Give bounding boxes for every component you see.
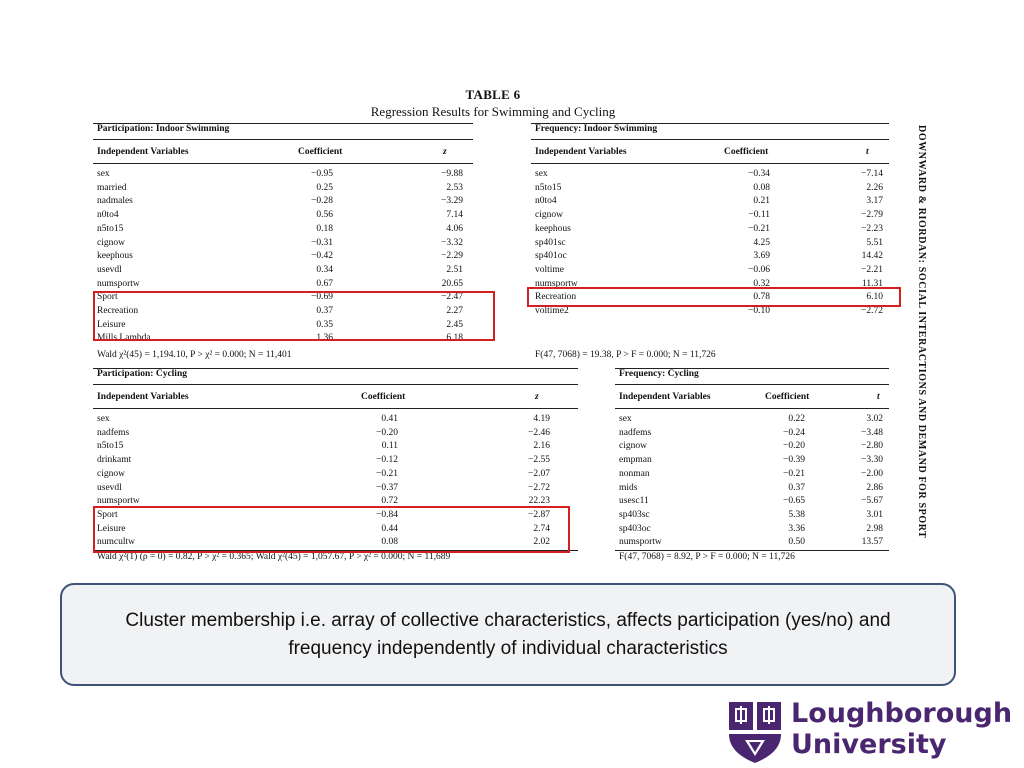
table-row: [531, 210, 889, 224]
variable-cell: n5to15: [97, 223, 124, 234]
panel-footer: F(47, 7068) = 8.92, P > F = 0.000; N = 11,726: [619, 552, 795, 562]
variable-cell: n5to15: [97, 441, 124, 452]
statistic-cell: 2.86: [866, 482, 883, 493]
table-row: [531, 251, 889, 265]
table-row: [93, 210, 473, 224]
coefficient-cell: 0.44: [381, 523, 398, 534]
statistic-cell: 2.27: [446, 306, 463, 316]
rule: [93, 408, 578, 409]
table-row: [531, 224, 889, 238]
variable-cell: Sport: [97, 292, 118, 303]
table-row: [93, 414, 578, 428]
variable-cell: numsportw: [97, 278, 140, 289]
coefficient-cell: −0.95: [311, 169, 333, 179]
variable-cell: n0to4: [97, 210, 119, 221]
side-running-header: [912, 125, 930, 555]
table-row: [615, 414, 889, 428]
coefficient-cell: 0.18: [316, 223, 333, 234]
highlight-box-swimming-frequency: [527, 287, 901, 307]
header-variables: Independent Variables: [535, 147, 627, 157]
coefficient-cell: −0.20: [376, 427, 398, 438]
coefficient-cell: 5.38: [788, 509, 805, 520]
header-coefficient: Coefficient: [361, 392, 406, 402]
variable-cell: sp401sc: [535, 237, 566, 248]
coefficient-cell: −0.21: [748, 223, 770, 234]
statistic-cell: −2.07: [528, 468, 550, 479]
statistic-cell: 13.57: [861, 537, 883, 548]
coefficient-cell: −0.24: [783, 427, 805, 438]
statistic-cell: −2.23: [861, 223, 883, 234]
variable-cell: usevdl: [97, 264, 122, 275]
variable-cell: sex: [97, 414, 110, 424]
coefficient-cell: −0.69: [311, 292, 333, 303]
coefficient-cell: 0.67: [316, 278, 333, 289]
statistic-cell: −2.72: [528, 482, 550, 493]
statistic-cell: 4.06: [446, 223, 463, 234]
rule: [531, 163, 889, 164]
logo-line-2: University: [791, 729, 947, 760]
coefficient-cell: −0.84: [376, 509, 398, 520]
table-row: [531, 265, 889, 279]
variable-cell: cignow: [97, 468, 125, 479]
table-row: [93, 196, 473, 210]
variable-cell: voltime: [535, 264, 565, 275]
table-row: [531, 306, 889, 320]
header-variables: Independent Variables: [97, 147, 189, 157]
header-statistic: t: [866, 147, 869, 157]
statistic-cell: 4.19: [533, 414, 550, 424]
statistic-cell: 2.53: [446, 182, 463, 193]
table-row: [93, 441, 578, 455]
variable-cell: numsportw: [535, 278, 578, 289]
coefficient-cell: 0.34: [316, 264, 333, 275]
rule: [531, 139, 889, 140]
header-statistic: t: [877, 392, 880, 402]
coefficient-cell: 0.21: [753, 196, 770, 207]
callout-box: [60, 583, 956, 686]
variable-cell: keephous: [97, 251, 133, 262]
statistic-cell: 22.23: [528, 496, 550, 507]
variable-cell: n0to4: [535, 196, 557, 207]
university-crest-icon: [727, 700, 783, 764]
statistic-cell: −2.47: [441, 292, 463, 303]
coefficient-cell: −0.39: [783, 455, 805, 466]
variable-cell: sp403oc: [619, 523, 651, 534]
variable-cell: Recreation: [535, 292, 577, 303]
statistic-cell: 2.16: [533, 441, 550, 452]
table-title: TABLE 6: [465, 87, 521, 102]
table-row: [531, 238, 889, 252]
table-row: [93, 183, 473, 197]
statistic-cell: 2.74: [533, 523, 550, 534]
rule: [93, 384, 578, 385]
coefficient-cell: −0.20: [783, 441, 805, 452]
variable-cell: Mills Lambda: [97, 333, 151, 344]
variable-cell: numsportw: [619, 537, 662, 548]
variable-cell: Recreation: [97, 306, 139, 316]
coefficient-cell: 0.37: [316, 306, 333, 316]
statistic-cell: −2.80: [861, 441, 883, 452]
coefficient-cell: 0.32: [753, 278, 770, 289]
table-subtitle: Regression Results for Swimming and Cycling: [370, 104, 616, 119]
rule: [93, 163, 473, 164]
statistic-cell: −2.21: [861, 264, 883, 275]
coefficient-cell: 0.72: [381, 496, 398, 507]
table-row: [93, 428, 578, 442]
panel-frequency-swimming: [531, 123, 889, 368]
statistic-cell: 3.01: [866, 509, 883, 520]
statistic-cell: 6.18: [446, 333, 463, 344]
panel-title: Frequency: Indoor Swimming: [535, 124, 658, 134]
variable-cell: sp403sc: [619, 509, 650, 520]
coefficient-cell: 3.69: [753, 251, 770, 262]
table-row: [615, 537, 889, 551]
panel-title: Participation: Cycling: [97, 369, 187, 379]
variable-cell: sp401oc: [535, 251, 567, 262]
table-row: [93, 238, 473, 252]
coefficient-cell: −0.06: [748, 264, 770, 275]
variable-cell: sex: [619, 414, 632, 424]
statistic-cell: 7.14: [446, 210, 463, 221]
coefficient-cell: −0.65: [783, 496, 805, 507]
statistic-cell: −3.30: [861, 455, 883, 466]
variable-cell: drinkamt: [97, 455, 132, 466]
variable-cell: keephous: [535, 223, 571, 234]
side-caption-text: DOWNWARD & RIORDAN: SOCIAL INTERACTIONS AND DEMAND FOR SPORT: [916, 125, 927, 539]
variable-cell: usesc11: [619, 496, 649, 507]
variable-cell: nadmales: [97, 196, 133, 207]
university-logo: [727, 697, 1013, 765]
variable-cell: nonman: [619, 468, 650, 479]
header-coefficient: Coefficient: [765, 392, 810, 402]
statistic-cell: 2.45: [446, 319, 463, 330]
panel-title: Participation: Indoor Swimming: [97, 124, 230, 134]
statistic-cell: 5.51: [866, 237, 883, 248]
variable-cell: empman: [619, 455, 652, 466]
variable-cell: Leisure: [97, 523, 126, 534]
variable-cell: nadfems: [97, 427, 130, 438]
variable-cell: nadfems: [619, 427, 652, 438]
coefficient-cell: −0.34: [748, 169, 770, 179]
variable-cell: n5to15: [535, 182, 562, 193]
statistic-cell: −2.55: [528, 455, 550, 466]
statistic-cell: −2.46: [528, 427, 550, 438]
statistic-cell: −2.00: [861, 468, 883, 479]
table-row: [615, 510, 889, 524]
statistic-cell: −5.67: [861, 496, 883, 507]
statistic-cell: −3.32: [441, 237, 463, 248]
header-variables: Independent Variables: [97, 392, 189, 402]
logo-line-1: Loughborough: [791, 698, 1013, 729]
header-variables: Independent Variables: [619, 392, 711, 402]
statistic-cell: 2.02: [533, 537, 550, 548]
university-name: [791, 698, 1012, 760]
panel-footer: Wald χ²(45) = 1,194.10, P > χ² = 0.000; N = 11,401: [97, 350, 292, 360]
rule: [615, 408, 889, 409]
coefficient-cell: −0.12: [376, 455, 398, 466]
statistic-cell: 6.10: [866, 292, 883, 303]
panel-frequency-cycling: [615, 368, 889, 568]
coefficient-cell: −0.11: [748, 210, 770, 221]
coefficient-cell: 0.35: [316, 319, 333, 330]
variable-cell: numsportw: [97, 496, 140, 507]
coefficient-cell: 0.08: [381, 537, 398, 548]
variable-cell: mids: [619, 482, 638, 493]
statistic-cell: −3.48: [861, 427, 883, 438]
variable-cell: Leisure: [97, 319, 126, 330]
table-row: [93, 469, 578, 483]
statistic-cell: −2.72: [861, 306, 883, 316]
coefficient-cell: −0.21: [376, 468, 398, 479]
panel-footer: Wald χ²(1) (ρ = 0) = 0.82, P > χ² = 0.365; Wald χ²(45) = 1,057.67, P > χ² = 0.000; N = 11,689: [97, 552, 451, 562]
table-row: [531, 169, 889, 183]
statistic-cell: 14.42: [861, 251, 883, 262]
rule: [615, 384, 889, 385]
table-row: [615, 496, 889, 510]
coefficient-cell: −0.37: [376, 482, 398, 493]
coefficient-cell: −0.21: [783, 468, 805, 479]
statistic-cell: −3.29: [441, 196, 463, 207]
table-row: [93, 224, 473, 238]
statistic-cell: 2.98: [866, 523, 883, 534]
statistic-cell: −9.88: [441, 169, 463, 179]
variable-cell: Sport: [97, 509, 118, 520]
table-row: [93, 483, 578, 497]
coefficient-cell: 0.25: [316, 182, 333, 193]
coefficient-cell: 1.36: [316, 333, 333, 344]
header-coefficient: Coefficient: [724, 147, 769, 157]
coefficient-cell: 0.37: [788, 482, 805, 493]
coefficient-cell: 0.22: [788, 414, 805, 424]
statistic-cell: 11.31: [861, 278, 883, 289]
statistic-cell: −2.87: [528, 509, 550, 520]
coefficient-cell: 0.50: [788, 537, 805, 548]
table-row: [615, 428, 889, 442]
coefficient-cell: 0.56: [316, 210, 333, 221]
table-row: [615, 524, 889, 538]
statistic-cell: −2.29: [441, 251, 463, 262]
table-row: [615, 469, 889, 483]
coefficient-cell: −0.28: [311, 196, 333, 207]
table-row: [615, 455, 889, 469]
variable-cell: cignow: [97, 237, 125, 248]
variable-cell: cignow: [535, 210, 563, 221]
coefficient-cell: 0.78: [753, 292, 770, 303]
header-statistic: z: [535, 392, 539, 402]
statistic-cell: 3.17: [866, 196, 883, 207]
regression-table-figure: [93, 85, 893, 570]
highlight-box-cycling-participation: [93, 506, 570, 553]
coefficient-cell: 4.25: [753, 237, 770, 248]
coefficient-cell: 0.41: [381, 414, 398, 424]
statistic-cell: −2.79: [861, 210, 883, 221]
panel-footer: F(47, 7068) = 19.38, P > F = 0.000; N = 11,726: [535, 350, 716, 360]
coefficient-cell: −0.42: [311, 251, 333, 262]
highlight-box-swimming-participation: [93, 291, 495, 344]
table-row: [93, 251, 473, 265]
variable-cell: cignow: [619, 441, 647, 452]
statistic-cell: 2.26: [866, 182, 883, 193]
coefficient-cell: 3.36: [788, 523, 805, 534]
table-row: [93, 169, 473, 183]
table-row: [615, 483, 889, 497]
statistic-cell: 3.02: [866, 414, 883, 424]
variable-cell: sex: [535, 169, 548, 179]
panel-title: Frequency: Cycling: [619, 369, 699, 379]
statistic-cell: 20.65: [441, 278, 463, 289]
table-row: [93, 265, 473, 279]
coefficient-cell: −0.31: [311, 237, 333, 248]
table-row: [531, 196, 889, 210]
callout-text: Cluster membership i.e. array of collective characteristics, affects participation (yes/no) and frequency independently of individual characteristics: [125, 609, 891, 659]
coefficient-cell: 0.11: [381, 441, 398, 452]
variable-cell: married: [97, 182, 127, 193]
header-statistic: z: [443, 147, 447, 157]
coefficient-cell: 0.08: [753, 182, 770, 193]
variable-cell: voltime2: [535, 306, 569, 316]
variable-cell: usevdl: [97, 482, 122, 493]
coefficient-cell: −0.10: [748, 306, 770, 316]
variable-cell: sex: [97, 169, 110, 179]
table-row: [93, 455, 578, 469]
table-row: [615, 441, 889, 455]
statistic-cell: 2.51: [446, 264, 463, 275]
statistic-cell: −7.14: [861, 169, 883, 179]
table-row: [531, 183, 889, 197]
rule: [93, 139, 473, 140]
variable-cell: numcultw: [97, 537, 135, 548]
header-coefficient: Coefficient: [298, 147, 343, 157]
